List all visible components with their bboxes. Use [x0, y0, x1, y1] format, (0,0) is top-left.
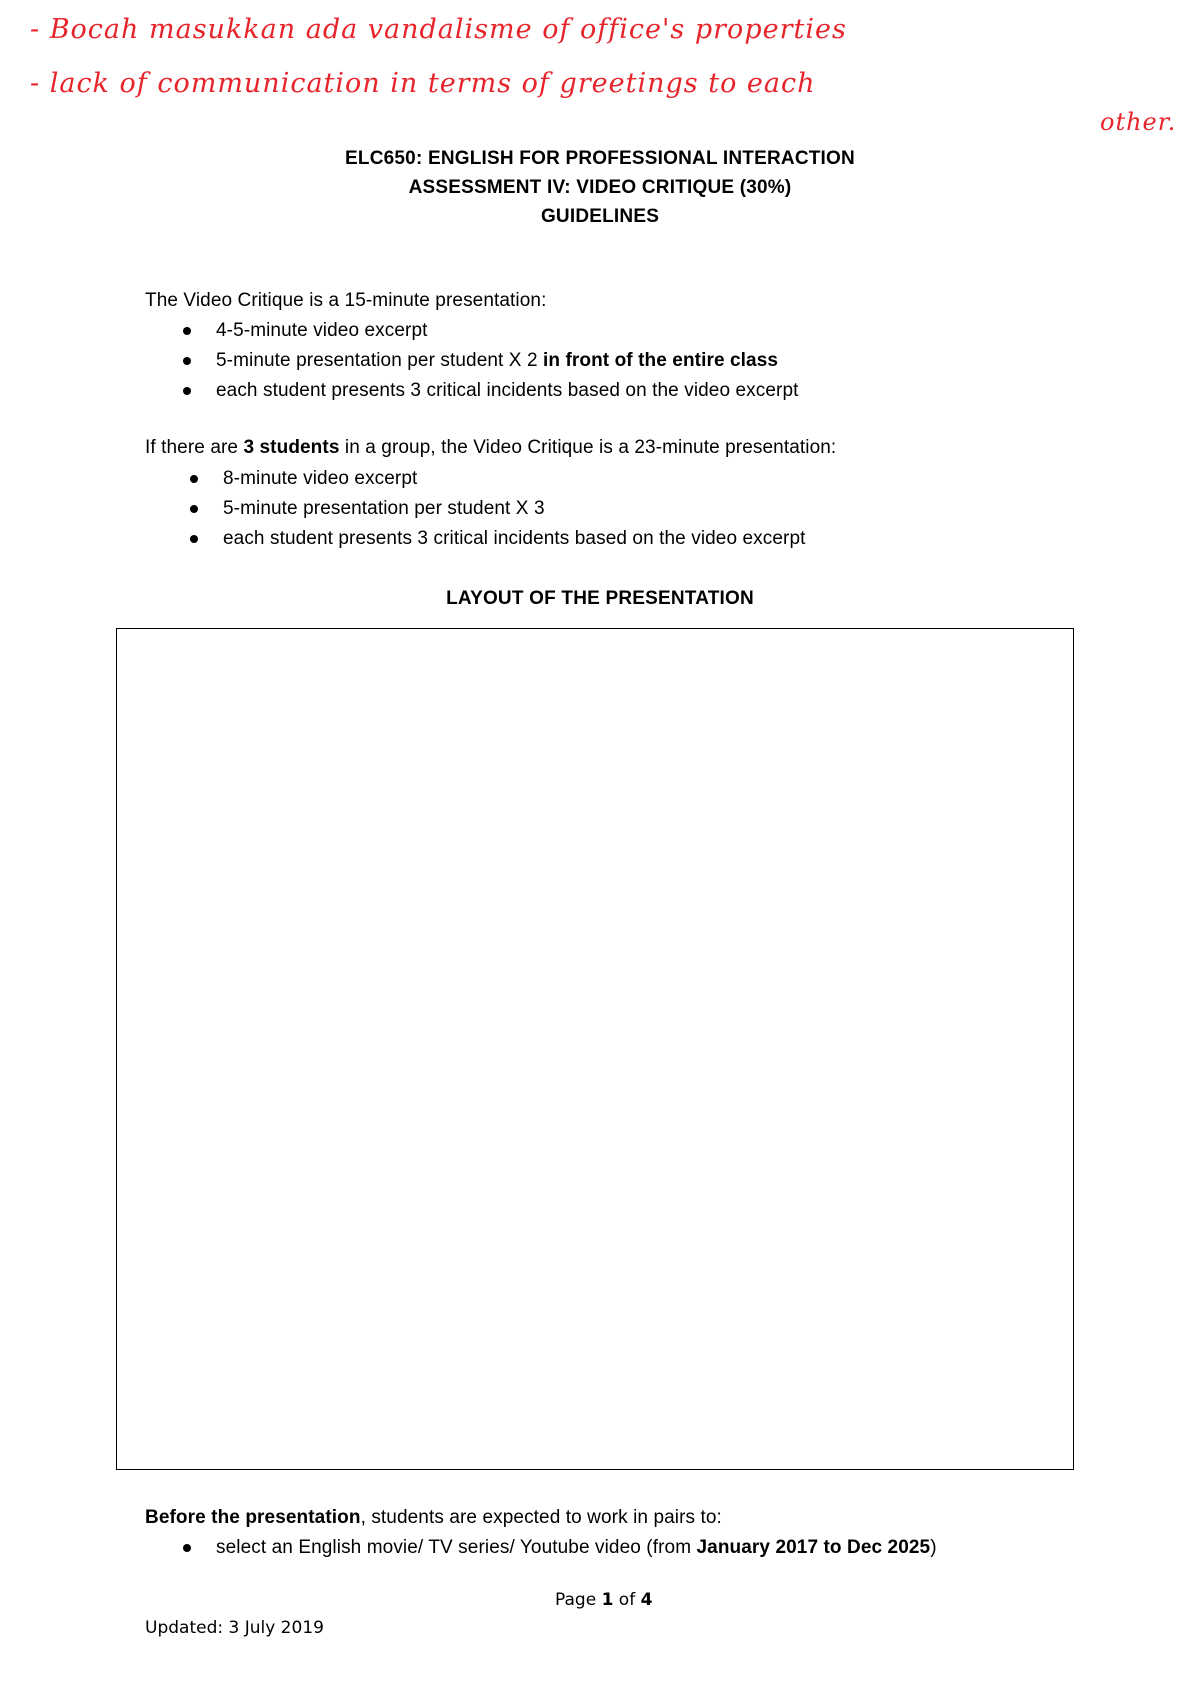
guidelines-title: GUIDELINES [540, 206, 660, 227]
bullet-icon [190, 475, 198, 483]
list-item: select an English movie/ TV series/ Youtube video (from January 2017 to Dec 2025) [183, 1533, 937, 1563]
handwritten-note-2: - lack of communication in terms of greetings to each [30, 68, 816, 99]
before-intro: Before the presentation, students are expected to work in pairs to: [145, 1507, 722, 1528]
list-item: each student presents 3 critical incidents based on the video excerpt [183, 376, 799, 406]
page-number: Page 1 of 4 [555, 1590, 653, 1610]
list-item: each student presents 3 critical incidents based on the video excerpt [190, 524, 806, 554]
bullet-icon [190, 505, 198, 513]
updated-date: Updated: 3 July 2019 [145, 1618, 324, 1638]
bullet-icon [183, 327, 191, 335]
section2-intro: If there are 3 students in a group, the Video Critique is a 23-minute presentation: [145, 437, 837, 458]
list-item: 5-minute presentation per student X 2 in front of the entire class [183, 346, 799, 376]
bullet-icon [190, 535, 198, 543]
list-item: 5-minute presentation per student X 3 [190, 494, 806, 524]
section2-list [190, 464, 806, 554]
course-title: ELC650: ENGLISH FOR PROFESSIONAL INTERACTION [345, 148, 855, 169]
bullet-icon [183, 387, 191, 395]
presentation-layout-box [116, 628, 1074, 1470]
handwritten-note-3: other. [1100, 108, 1177, 136]
handwritten-note-1: - Bocah masukkan ada vandalisme of office's properties [30, 14, 847, 45]
bullet-icon [183, 357, 191, 365]
bullet-icon [183, 1544, 191, 1552]
section1-list [183, 316, 799, 406]
before-list [183, 1533, 937, 1563]
section1-intro: The Video Critique is a 15-minute presentation: [145, 290, 547, 311]
list-item: 4-5-minute video excerpt [183, 316, 799, 346]
assessment-title: ASSESSMENT IV: VIDEO CRITIQUE (30%) [408, 177, 792, 198]
list-item: 8-minute video excerpt [190, 464, 806, 494]
layout-heading: LAYOUT OF THE PRESENTATION [446, 588, 754, 609]
